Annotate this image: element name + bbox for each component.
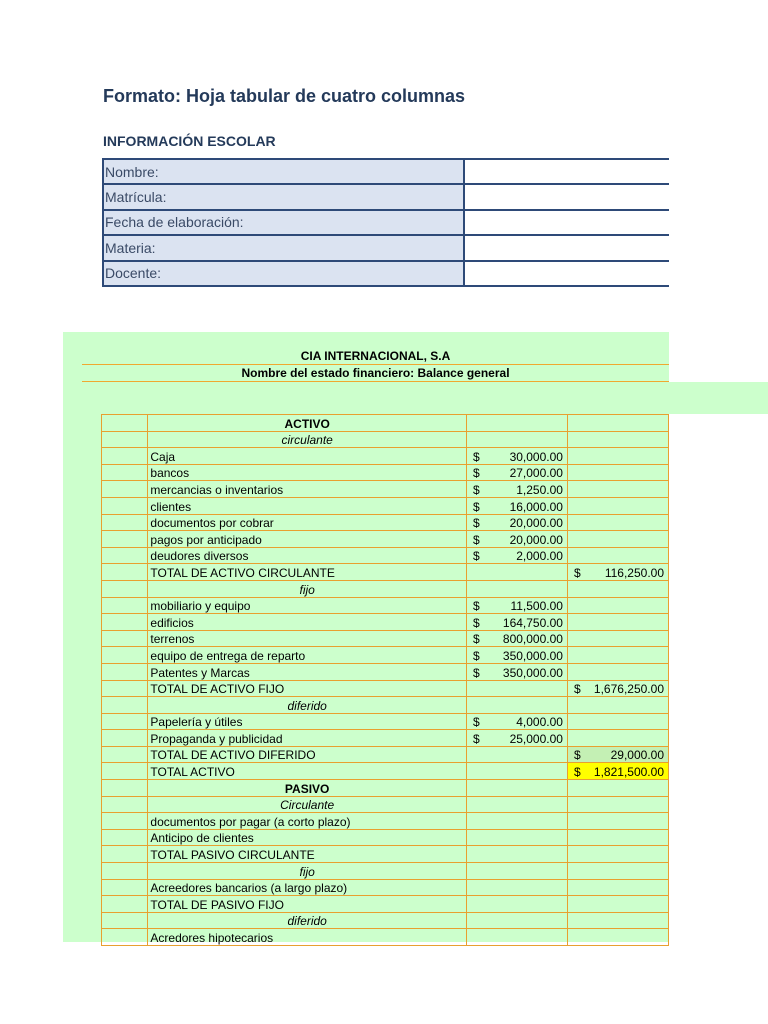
- amount-value: 25,000.00: [509, 731, 563, 746]
- table-row: [102, 415, 669, 432]
- row-label-cell[interactable]: [148, 514, 467, 531]
- row-label-cell[interactable]: [148, 713, 467, 730]
- school-info-table: [102, 158, 669, 287]
- total-cell[interactable]: [567, 713, 668, 730]
- page-title: Formato: Hoja tabular de cuatro columnas: [103, 86, 466, 106]
- subsection-label: fijo: [299, 864, 315, 879]
- total-cell[interactable]: [567, 780, 668, 797]
- table-row: [102, 514, 669, 531]
- total-value: 116,250.00: [604, 565, 664, 580]
- row-label-cell[interactable]: [148, 614, 467, 631]
- table-row: [102, 481, 669, 498]
- account-label: pagos por anticipado: [150, 532, 262, 547]
- row-index-cell[interactable]: [102, 896, 148, 913]
- row-label-cell[interactable]: [148, 464, 467, 481]
- amount-cell[interactable]: [466, 580, 567, 597]
- row-index-cell[interactable]: [102, 597, 148, 614]
- row-label-cell[interactable]: [148, 879, 467, 896]
- account-label: mobiliario y equipo: [150, 599, 251, 614]
- row-label-cell[interactable]: [148, 846, 467, 863]
- row-index-cell[interactable]: [102, 580, 148, 597]
- table-row: [102, 680, 669, 697]
- table-row: [102, 846, 669, 863]
- total-cell[interactable]: [567, 564, 668, 581]
- school-info-label: Materia:: [103, 235, 464, 260]
- amount-cell[interactable]: [466, 697, 567, 714]
- school-info-row: [103, 261, 669, 286]
- subsection-label: fijo: [299, 582, 315, 597]
- total-cell[interactable]: [567, 497, 668, 514]
- total-value: 1,676,250.00: [593, 682, 664, 697]
- school-info-input-matricula[interactable]: [464, 184, 669, 209]
- amount-cell[interactable]: [466, 896, 567, 913]
- row-index-cell[interactable]: [102, 448, 148, 465]
- row-index-cell[interactable]: [102, 846, 148, 863]
- row-label-cell[interactable]: [148, 630, 467, 647]
- total-cell[interactable]: [567, 481, 668, 498]
- row-label-cell[interactable]: [148, 780, 467, 797]
- school-info-input-nombre[interactable]: [464, 159, 669, 184]
- subsection-label: Circulante: [280, 798, 335, 813]
- total-cell[interactable]: [567, 663, 668, 680]
- account-label: Acredores hipotecarios: [150, 931, 274, 945]
- total-cell[interactable]: [567, 879, 668, 896]
- row-index-cell[interactable]: [102, 746, 148, 763]
- table-row: [102, 912, 669, 929]
- account-label: edificios: [150, 615, 194, 630]
- table-row: [102, 780, 669, 797]
- subsection-label: diferido: [287, 914, 327, 929]
- total-cell[interactable]: [567, 912, 668, 929]
- total-cell[interactable]: [567, 697, 668, 714]
- row-label-cell[interactable]: [148, 564, 467, 581]
- row-label-cell[interactable]: [148, 415, 467, 432]
- amount-cell[interactable]: [466, 680, 567, 697]
- amount-value: 20,000.00: [509, 532, 563, 547]
- row-index-cell[interactable]: [102, 680, 148, 697]
- currency-symbol: $: [472, 599, 480, 614]
- total-cell[interactable]: [567, 730, 668, 747]
- table-row: [102, 580, 669, 597]
- amount-cell[interactable]: [466, 547, 567, 564]
- row-index-cell[interactable]: [102, 829, 148, 846]
- amount-value: 1,250.00: [516, 482, 563, 497]
- amount-value: 11,500.00: [510, 599, 563, 614]
- row-index-cell[interactable]: [102, 481, 148, 498]
- amount-cell[interactable]: [466, 497, 567, 514]
- account-label: documentos por cobrar: [150, 516, 274, 531]
- row-index-cell[interactable]: [102, 415, 148, 432]
- school-info-row: [103, 210, 669, 235]
- total-cell[interactable]: [567, 896, 668, 913]
- row-index-cell[interactable]: [102, 464, 148, 481]
- total-label: TOTAL DE PASIVO FIJO: [150, 897, 284, 912]
- row-index-cell[interactable]: [102, 531, 148, 548]
- total-cell[interactable]: [567, 796, 668, 813]
- total-cell[interactable]: [567, 597, 668, 614]
- amount-cell[interactable]: [466, 630, 567, 647]
- table-row: [102, 730, 669, 747]
- row-index-cell[interactable]: [102, 879, 148, 896]
- account-label: Caja: [150, 449, 176, 464]
- amount-cell[interactable]: [466, 464, 567, 481]
- total-cell[interactable]: [567, 813, 668, 830]
- row-label-cell[interactable]: [148, 481, 467, 498]
- currency-symbol: $: [472, 731, 480, 746]
- school-info-input-docente[interactable]: [464, 261, 669, 286]
- amount-cell[interactable]: [466, 564, 567, 581]
- amount-cell[interactable]: [466, 415, 567, 432]
- company-name: CIA INTERNACIONAL, S.A: [82, 348, 669, 365]
- amount-value: 350,000.00: [502, 648, 563, 663]
- school-info-label: Nombre:: [103, 159, 464, 184]
- row-label-cell[interactable]: [148, 746, 467, 763]
- row-index-cell[interactable]: [102, 514, 148, 531]
- subsection-label: diferido: [287, 698, 327, 713]
- currency-symbol: $: [472, 632, 480, 647]
- total-label: TOTAL PASIVO CIRCULANTE: [150, 848, 315, 863]
- total-cell[interactable]: [567, 514, 668, 531]
- total-cell[interactable]: [567, 464, 668, 481]
- amount-cell[interactable]: [466, 763, 567, 780]
- total-cell[interactable]: [567, 846, 668, 863]
- table-row: [102, 796, 669, 813]
- account-label: deudores diversos: [150, 549, 249, 564]
- amount-cell[interactable]: [466, 730, 567, 747]
- row-label-cell[interactable]: [148, 863, 467, 880]
- row-index-cell[interactable]: [102, 497, 148, 514]
- account-label: clientes: [150, 499, 192, 514]
- total-cell[interactable]: [567, 614, 668, 631]
- subsection-label: circulante: [281, 433, 333, 448]
- table-row: [102, 647, 669, 664]
- currency-symbol: $: [472, 516, 480, 531]
- row-label-cell[interactable]: [148, 663, 467, 680]
- row-index-cell[interactable]: [102, 912, 148, 929]
- row-index-cell[interactable]: [102, 697, 148, 714]
- amount-cell[interactable]: [466, 431, 567, 448]
- row-index-cell[interactable]: [102, 431, 148, 448]
- amount-cell[interactable]: [466, 846, 567, 863]
- school-info-heading: INFORMACIÓN ESCOLAR: [103, 133, 276, 149]
- table-row: [102, 531, 669, 548]
- total-label: TOTAL DE ACTIVO CIRCULANTE: [150, 565, 335, 580]
- account-label: documentos por pagar (a corto plazo): [150, 814, 351, 829]
- total-cell[interactable]: [567, 448, 668, 465]
- amount-value: 800,000.00: [502, 632, 563, 647]
- row-label-cell[interactable]: [148, 497, 467, 514]
- total-label: TOTAL ACTIVO: [150, 765, 235, 780]
- table-row: [102, 713, 669, 730]
- row-index-cell[interactable]: [102, 547, 148, 564]
- currency-symbol: $: [472, 615, 480, 630]
- table-row: [102, 813, 669, 830]
- amount-cell[interactable]: [466, 713, 567, 730]
- currency-symbol: $: [472, 715, 480, 730]
- table-row: [102, 614, 669, 631]
- row-index-cell[interactable]: [102, 929, 148, 946]
- account-label: Propaganda y publicidad: [150, 731, 283, 746]
- amount-value: 350,000.00: [502, 665, 563, 680]
- table-row: [102, 863, 669, 880]
- amount-value: 27,000.00: [509, 466, 563, 481]
- account-label: terrenos: [150, 632, 195, 647]
- amount-cell[interactable]: [466, 614, 567, 631]
- account-label: Acreedores bancarios (a largo plazo): [150, 881, 348, 896]
- currency-symbol: $: [573, 682, 581, 697]
- table-row: [102, 746, 669, 763]
- school-info-row: [103, 235, 669, 260]
- amount-cell[interactable]: [466, 531, 567, 548]
- school-info-label: Fecha de elaboración:: [103, 210, 464, 235]
- row-label-cell[interactable]: [148, 813, 467, 830]
- total-cell[interactable]: [567, 630, 668, 647]
- row-index-cell[interactable]: [102, 647, 148, 664]
- total-cell[interactable]: [567, 863, 668, 880]
- row-index-cell[interactable]: [102, 813, 148, 830]
- table-row: [102, 564, 669, 581]
- row-index-cell[interactable]: [102, 564, 148, 581]
- amount-cell[interactable]: [466, 448, 567, 465]
- school-info-input-materia[interactable]: [464, 235, 669, 260]
- row-label-cell[interactable]: [148, 730, 467, 747]
- total-cell[interactable]: [567, 547, 668, 564]
- total-value: 1,821,500.00: [593, 765, 664, 780]
- total-cell[interactable]: [567, 647, 668, 664]
- amount-cell[interactable]: [466, 780, 567, 797]
- amount-cell[interactable]: [466, 597, 567, 614]
- amount-cell[interactable]: [466, 929, 567, 946]
- row-label-cell[interactable]: [148, 697, 467, 714]
- row-label-cell[interactable]: [148, 448, 467, 465]
- amount-cell[interactable]: [466, 514, 567, 531]
- currency-symbol: $: [472, 499, 480, 514]
- table-row: [102, 697, 669, 714]
- school-info-input-fecha[interactable]: [464, 210, 669, 235]
- amount-cell[interactable]: [466, 912, 567, 929]
- account-label: bancos: [150, 466, 190, 481]
- amount-cell[interactable]: [466, 481, 567, 498]
- section-header: ACTIVO: [284, 416, 330, 431]
- amount-cell[interactable]: [466, 879, 567, 896]
- table-row: [102, 597, 669, 614]
- amount-cell[interactable]: [466, 829, 567, 846]
- row-label-cell[interactable]: [148, 796, 467, 813]
- row-label-cell[interactable]: [148, 547, 467, 564]
- account-label: mercancias o inventarios: [150, 482, 284, 497]
- total-cell[interactable]: [567, 746, 668, 763]
- amount-value: 30,000.00: [509, 449, 563, 464]
- row-index-cell[interactable]: [102, 796, 148, 813]
- total-label: TOTAL DE ACTIVO DIFERIDO: [150, 748, 316, 763]
- row-index-cell[interactable]: [102, 663, 148, 680]
- table-row: [102, 547, 669, 564]
- account-label: Patentes y Marcas: [150, 665, 250, 680]
- table-row: [102, 763, 669, 780]
- sheet-background-extension: [669, 382, 768, 414]
- account-label: Papelería y útiles: [150, 715, 243, 730]
- section-header: PASIVO: [284, 781, 330, 796]
- row-label-cell[interactable]: [148, 912, 467, 929]
- row-index-cell[interactable]: [102, 630, 148, 647]
- account-label: Anticipo de clientes: [150, 831, 254, 846]
- amount-value: 164,750.00: [502, 615, 563, 630]
- currency-symbol: $: [472, 466, 480, 481]
- table-row: [102, 431, 669, 448]
- table-row: [102, 448, 669, 465]
- table-row: [102, 896, 669, 913]
- table-row: [102, 663, 669, 680]
- row-label-cell[interactable]: [148, 929, 467, 946]
- statement-name: Nombre del estado financiero: Balance general: [82, 365, 669, 382]
- row-label-cell[interactable]: [148, 431, 467, 448]
- balance-sheet-table: [101, 414, 669, 946]
- row-index-cell[interactable]: [102, 863, 148, 880]
- amount-cell[interactable]: [466, 647, 567, 664]
- row-index-cell[interactable]: [102, 730, 148, 747]
- amount-value: 16,000.00: [509, 499, 563, 514]
- school-info-label: Matrícula:: [103, 184, 464, 209]
- table-row: [102, 630, 669, 647]
- row-index-cell[interactable]: [102, 763, 148, 780]
- table-row: [102, 464, 669, 481]
- currency-symbol: $: [472, 549, 480, 564]
- total-cell[interactable]: [567, 431, 668, 448]
- currency-symbol: $: [573, 565, 581, 580]
- currency-symbol: $: [573, 765, 581, 780]
- row-label-cell[interactable]: [148, 597, 467, 614]
- currency-symbol: $: [472, 449, 480, 464]
- row-index-cell[interactable]: [102, 614, 148, 631]
- amount-cell[interactable]: [466, 863, 567, 880]
- total-cell[interactable]: [567, 415, 668, 432]
- amount-value: 20,000.00: [509, 516, 563, 531]
- total-label: TOTAL DE ACTIVO FIJO: [150, 682, 285, 697]
- school-info-row: [103, 159, 669, 184]
- row-label-cell[interactable]: [148, 829, 467, 846]
- currency-symbol: $: [472, 532, 480, 547]
- table-row: [102, 497, 669, 514]
- row-label-cell[interactable]: [148, 580, 467, 597]
- total-cell[interactable]: [567, 580, 668, 597]
- total-cell[interactable]: [567, 531, 668, 548]
- table-row: [102, 929, 669, 946]
- amount-cell[interactable]: [466, 746, 567, 763]
- amount-cell[interactable]: [466, 813, 567, 830]
- total-cell[interactable]: [567, 680, 668, 697]
- amount-cell[interactable]: [466, 796, 567, 813]
- school-info-label: Docente:: [103, 261, 464, 286]
- row-label-cell[interactable]: [148, 647, 467, 664]
- total-value: 29,000.00: [610, 748, 664, 763]
- currency-symbol: $: [472, 665, 480, 680]
- account-label: equipo de entrega de reparto: [150, 648, 306, 663]
- currency-symbol: $: [472, 482, 480, 497]
- row-index-cell[interactable]: [102, 780, 148, 797]
- currency-symbol: $: [472, 648, 480, 663]
- amount-value: 2,000.00: [516, 549, 563, 564]
- currency-symbol: $: [573, 748, 581, 763]
- table-row: [102, 829, 669, 846]
- school-info-row: [103, 184, 669, 209]
- row-label-cell[interactable]: [148, 680, 467, 697]
- row-index-cell[interactable]: [102, 713, 148, 730]
- amount-value: 4,000.00: [516, 715, 563, 730]
- total-cell[interactable]: [567, 929, 668, 946]
- row-label-cell[interactable]: [148, 763, 467, 780]
- amount-cell[interactable]: [466, 663, 567, 680]
- row-label-cell[interactable]: [148, 896, 467, 913]
- total-cell[interactable]: [567, 829, 668, 846]
- row-label-cell[interactable]: [148, 531, 467, 548]
- table-row: [102, 879, 669, 896]
- total-cell[interactable]: [567, 763, 668, 780]
